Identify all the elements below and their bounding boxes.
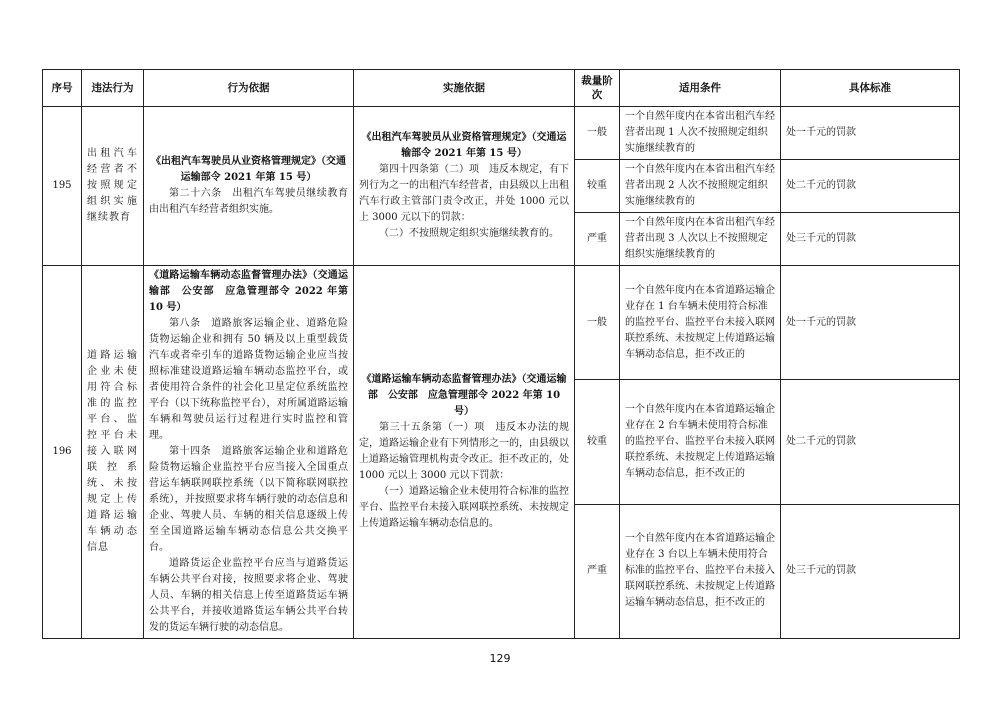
penalty-table <box>42 69 960 639</box>
page-number: 129 <box>489 652 511 665</box>
header-impl-basis: 实施依据 <box>354 70 575 107</box>
table-row <box>43 266 960 380</box>
header-standard: 具体标准 <box>781 70 960 107</box>
legal-basis-article-8: 第八条 道路旅客运输企业、道路危险货物运输企业和拥有 50 辆及以上重型载货汽车或者牵引车的道路货物运输企业应当按照标准建设道路运输车辆动态监控平台，或者使用符合条件的社会化卫星定位系统监控平台（以下统称监控平台），对所属道路运输车辆和驾驶员运行过程进行实时监控和管理。 <box>149 318 348 441</box>
discretion-level: 严重 <box>575 213 620 266</box>
header-row <box>43 70 960 107</box>
standard-cell: 处一千元的罚款 <box>781 266 960 380</box>
discretion-level: 一般 <box>575 266 620 380</box>
table-row <box>43 107 960 160</box>
discretion-level: 较重 <box>575 160 620 213</box>
row-number: 195 <box>43 107 82 266</box>
condition-cell: 一个自然年度内在本省道路运输企业存在 2 台车辆未使用符合标准的监控平台、监控平台未接入联网联控系统、未按规定上传道路运输车辆动态信息，拒不改正的 <box>620 380 781 504</box>
standard-cell: 处一千元的罚款 <box>781 107 960 160</box>
standard-cell: 处二千元的罚款 <box>781 380 960 504</box>
impl-basis-article: 第三十五条第（一）项 违反本办法的规定，道路运输企业有下列情形之一的，由县级以上道路运输管理机构责令改正。拒不改正的，处 1000 元以上 3000 元以下罚款： <box>359 422 569 481</box>
condition-cell: 一个自然年度内在本省道路运输企业存在 3 台以上车辆未使用符合标准的监控平台、监控平台未接入联网联控系统、未按规定上传道路运输车辆动态信息，拒不改正的 <box>620 504 781 638</box>
header-condition: 适用条件 <box>620 70 781 107</box>
impl-basis-item: （一）道路运输企业未使用符合标准的监控平台、监控平台未接入联网联控系统、未按规定上传道路运输车辆动态信息的。 <box>359 486 569 529</box>
discretion-level: 严重 <box>575 504 620 638</box>
header-discretion: 裁量阶次 <box>575 70 620 107</box>
standard-cell: 处三千元的罚款 <box>781 213 960 266</box>
impl-basis-item: （二）不按照规定组织实施继续教育的。 <box>379 228 559 239</box>
violation-cell: 道路运输企业未使用符合标准的监控平台、监控平台未接入联网联控系统、未按规定上传道路运输车辆动态信息 <box>82 266 144 639</box>
header-legal-basis: 行为依据 <box>144 70 354 107</box>
condition-cell: 一个自然年度内在本省出租汽车经营者出现 1 人次不按照规定组织实施继续教育的 <box>620 107 781 160</box>
impl-basis-cell <box>354 107 575 266</box>
standard-cell: 处三千元的罚款 <box>781 504 960 638</box>
discretion-level: 一般 <box>575 107 620 160</box>
impl-basis-article: 第四十四条第（二）项 违反本规定，有下列行为之一的出租汽车经营者，由县级以上出租汽车行政主管部门责令改正，并处 1000 元以上 3000 元以下的罚款： <box>359 164 569 223</box>
legal-basis-cell <box>144 107 354 266</box>
header-violation: 违法行为 <box>82 70 144 107</box>
condition-cell: 一个自然年度内在本省出租汽车经营者出现 2 人次不按照规定组织实施继续教育的 <box>620 160 781 213</box>
legal-basis-freight: 道路货运企业监控平台应当与道路货运车辆公共平台对接，按照要求将企业、驾驶人员、车辆的相关信息上传至道路货运车辆公共平台，并接收道路货运车辆公共平台转发的货运车辆行驶的动态信息。 <box>149 558 348 633</box>
condition-cell: 一个自然年度内在本省出租汽车经营者出现 3 人次以上不按照规定组织实施继续教育的 <box>620 213 781 266</box>
impl-basis-cell <box>354 266 575 639</box>
standard-cell: 处二千元的罚款 <box>781 160 960 213</box>
row-number: 196 <box>43 266 82 639</box>
legal-basis-body: 第二十六条 出租汽车驾驶员继续教育由出租汽车经营者组织实施。 <box>149 188 348 215</box>
impl-basis-title: 《道路运输车辆动态监督管理办法》（交通运输部 公安部 应急管理部令 2022 年第 10 号） <box>361 374 567 417</box>
legal-basis-title: 《道路运输车辆动态监督管理办法》（交通运输部 公安部 应急管理部令 2022 年第 10 号） <box>149 270 348 313</box>
condition-cell: 一个自然年度内在本省道路运输企业存在 1 台车辆未使用符合标准的监控平台、监控平台未接入联网联控系统、未按规定上传道路运输车辆动态信息，拒不改正的 <box>620 266 781 380</box>
legal-basis-title: 《出租汽车驾驶员从业资格管理规定》（交通运输部令 2021 年第 15 号） <box>151 156 346 183</box>
discretion-level: 较重 <box>575 380 620 504</box>
violation-cell: 出租汽车经营者不按照规定组织实施继续教育 <box>82 107 144 266</box>
impl-basis-title: 《出租汽车驾驶员从业资格管理规定》（交通运输部令 2021 年第 15 号） <box>361 132 567 159</box>
legal-basis-cell <box>144 266 354 639</box>
legal-basis-article-14: 第十四条 道路旅客运输企业和道路危险货物运输企业监控平台应当接入全国重点营运车辆联网联控系统（以下简称联网联控系统），并按照要求将车辆行驶的动态信息和企业、驾驶人员、车辆的相关信息逐级上传至全国道路运输车辆动态信息公共交换平台。 <box>149 446 348 553</box>
header-no: 序号 <box>43 70 82 107</box>
